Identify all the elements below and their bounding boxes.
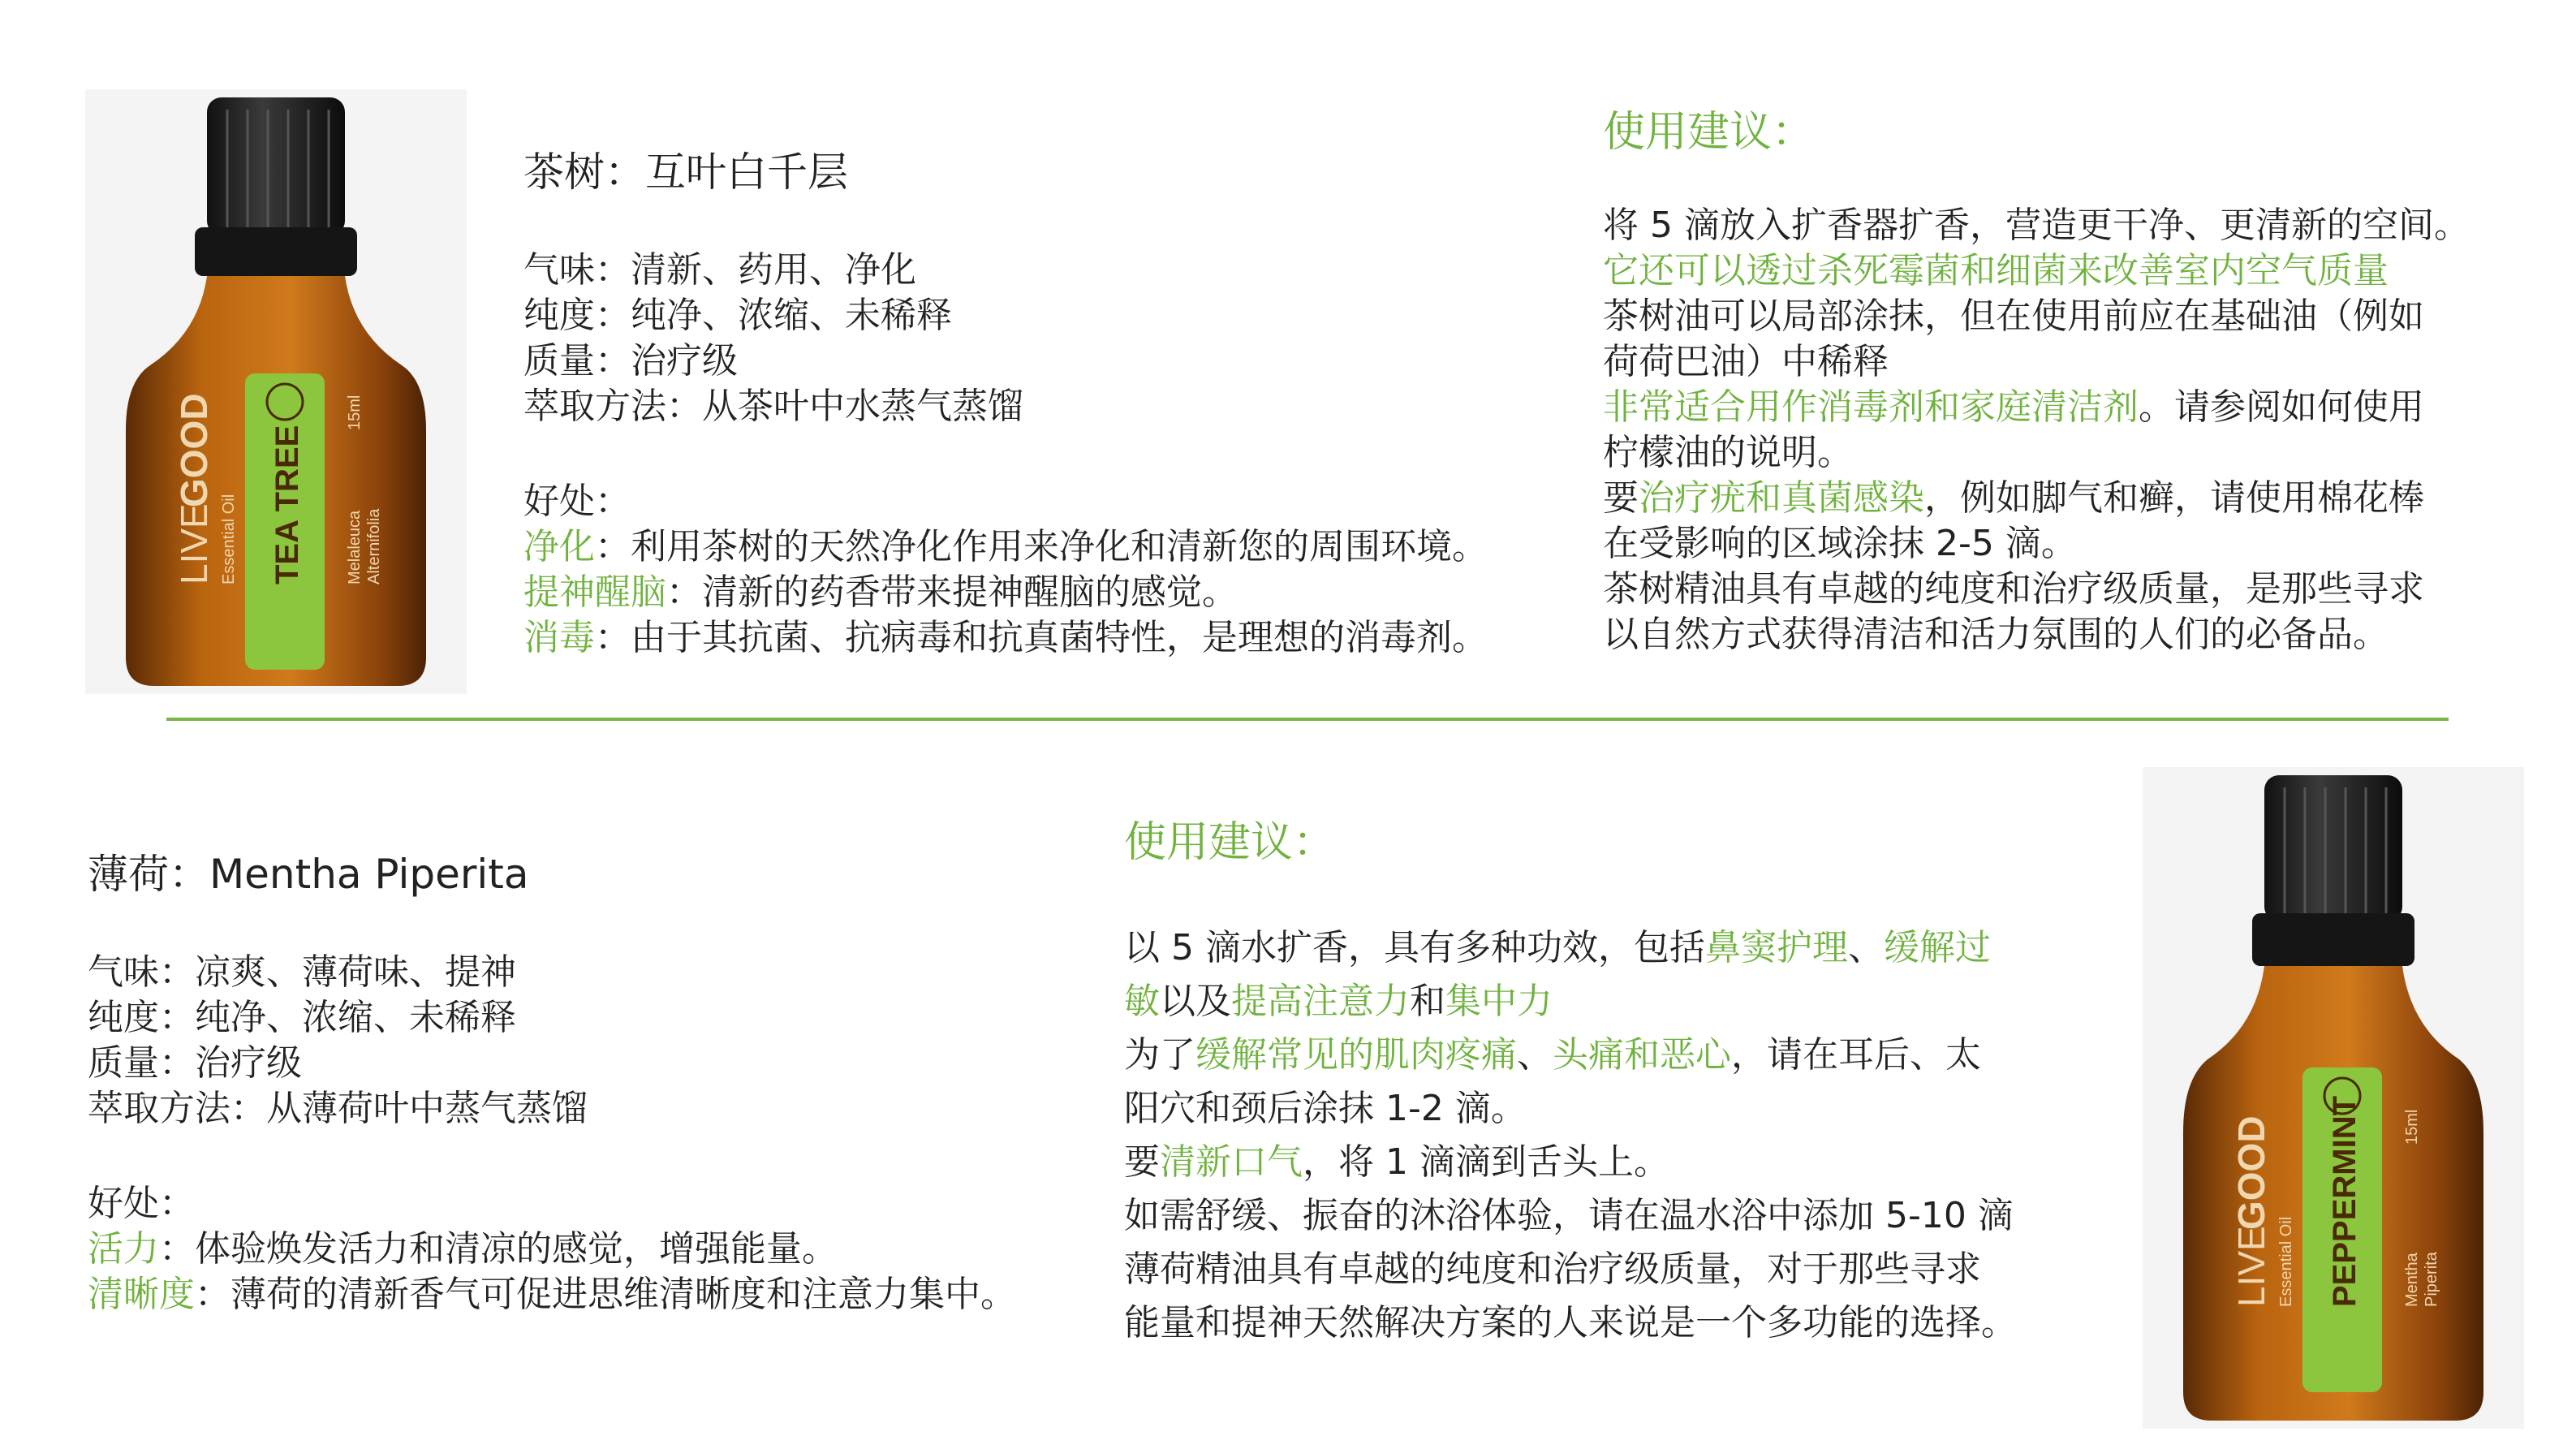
bottle-volume: 15ml <box>2403 1109 2421 1145</box>
usage-highlight: 治疗疣和真菌感染 <box>1639 477 1924 519</box>
tea-tree-usage <box>1603 203 2470 658</box>
attribute-line: 质量：治疗级 <box>523 340 738 382</box>
peppermint-usage <box>1124 921 2017 1350</box>
tea-tree-bottle-image <box>85 89 467 694</box>
attribute-line: 萃取方法：从薄荷叶中蒸气蒸馏 <box>88 1088 588 1129</box>
usage-line <box>1124 1136 2017 1189</box>
usage-highlight: 头痛和恶心 <box>1553 1034 1731 1076</box>
usage-line <box>1124 975 2017 1029</box>
benefit-text: ：体验焕发活力和清凉的感觉，增强能量。 <box>159 1228 838 1270</box>
benefits-label: 好处： <box>523 481 631 522</box>
usage-line: 将 5 滴放入扩香器扩香，营造更干净、更清新的空间。 <box>1603 205 2470 246</box>
benefit-term: 消毒 <box>523 617 595 658</box>
bottle-product-name: TEA TREE <box>269 425 305 584</box>
bottle-brand-good: GOOD <box>2230 1115 2272 1230</box>
usage-text: 要 <box>1124 1141 1160 1183</box>
benefit-text: ：薄荷的清新香气可促进思维清晰度和注意力集中。 <box>195 1274 1016 1315</box>
peppermint-benefits <box>88 1181 1016 1317</box>
usage-text: 以及 <box>1160 981 1231 1022</box>
benefit-item <box>523 524 1488 570</box>
usage-line: 它还可以透过杀死霉菌和细菌来改善室内空气质量 <box>1603 250 2389 291</box>
bottle-latin-name-1: Melaleuca <box>346 510 364 584</box>
bottle-brand-good: GOOD <box>173 393 215 507</box>
peppermint-title: 薄荷：Mentha Piperita <box>88 851 529 898</box>
benefit-text: ：利用茶树的天然净化作用来净化和清新您的周围环境。 <box>595 526 1488 567</box>
tea-tree-benefits <box>523 479 1488 661</box>
peppermint-usage-heading: 使用建议： <box>1124 818 1336 867</box>
tea-tree-attributes <box>523 248 1023 429</box>
bottle-latin-name-2: Piperita <box>2423 1252 2440 1307</box>
usage-text: 为了 <box>1124 1034 1195 1076</box>
usage-line: 如需舒缓、振奋的沐浴体验，请在温水浴中添加 5-10 滴 <box>1124 1195 2014 1236</box>
bottle-volume: 15ml <box>346 395 364 430</box>
usage-line: 荷荷巴油）中稀释 <box>1603 341 1889 382</box>
attribute-line: 萃取方法：从茶叶中水蒸气蒸馏 <box>523 386 1023 427</box>
benefit-term: 清晰度 <box>88 1274 195 1315</box>
benefits-label: 好处： <box>88 1183 195 1224</box>
section-divider <box>166 718 2449 721</box>
usage-text: 、 <box>1517 1034 1553 1076</box>
usage-line: 能量和提神天然解决方案的人来说是一个多功能的选择。 <box>1124 1302 2017 1343</box>
attribute-line: 纯度：纯净、浓缩、未稀释 <box>88 997 516 1038</box>
usage-line <box>1603 385 2470 430</box>
bottle-latin-name-2: Alternifolia <box>365 508 383 584</box>
attribute-line: 气味：凉爽、薄荷味、提神 <box>88 951 516 993</box>
usage-text: 。请参阅如何使用 <box>2139 386 2424 428</box>
benefit-item <box>523 615 1488 661</box>
benefit-item <box>523 570 1488 615</box>
usage-highlight: 缓解常见的肌肉疼痛 <box>1195 1034 1517 1076</box>
usage-text: ，例如脚气和癣，请使用棉花棒 <box>1924 477 2424 519</box>
usage-line: 茶树精油具有卓越的纯度和治疗级质量，是那些寻求 <box>1603 568 2424 610</box>
usage-highlight: 鼻窦护理 <box>1704 927 1848 968</box>
usage-text: 、 <box>1847 927 1884 968</box>
tea-tree-title: 茶树：互叶白千层 <box>523 149 848 196</box>
benefit-item <box>88 1227 1016 1272</box>
usage-text: 要 <box>1603 477 1639 519</box>
usage-line <box>1603 476 2470 521</box>
benefit-text: ：清新的药香带来提神醒脑的感觉。 <box>666 571 1238 613</box>
usage-text: ，将 1 滴滴到舌头上。 <box>1303 1141 1669 1183</box>
usage-highlight: 清新口气 <box>1160 1141 1303 1183</box>
usage-highlight: 缓解过 <box>1883 927 1991 968</box>
usage-highlight: 非常适合用作消毒剂和家庭清洁剂 <box>1603 386 2139 428</box>
usage-highlight: 集中力 <box>1445 981 1553 1022</box>
usage-highlight: 敏 <box>1124 981 1160 1022</box>
bottle-essential-oil: Essential Oil <box>220 494 238 584</box>
tea-tree-usage-heading: 使用建议： <box>1603 108 1815 157</box>
usage-line: 柠檬油的说明。 <box>1603 432 1853 473</box>
bottle-brand-live: LIVE <box>2230 1226 2272 1307</box>
bottle-essential-oil: Essential Oil <box>2277 1216 2295 1307</box>
bottle-product-name: PEPPERMINT <box>2327 1095 2363 1307</box>
peppermint-bottle-image <box>2143 767 2524 1429</box>
peppermint-attributes <box>88 950 588 1132</box>
usage-line: 薄荷精油具有卓越的纯度和治疗级质量，对于那些寻求 <box>1124 1248 1981 1290</box>
usage-line: 在受影响的区域涂抹 2-5 滴。 <box>1603 523 2077 564</box>
usage-highlight: 提高注意力 <box>1231 981 1410 1022</box>
attribute-line: 气味：清新、药用、净化 <box>523 249 916 291</box>
usage-line <box>1124 921 2017 975</box>
bottle-brand-live: LIVE <box>173 503 215 584</box>
usage-text: ，请在耳后、太 <box>1731 1034 1981 1076</box>
usage-text: 和 <box>1410 981 1445 1022</box>
attribute-line: 质量：治疗级 <box>88 1042 302 1084</box>
bottle-latin-name-1: Mentha <box>2403 1253 2421 1307</box>
usage-line <box>1124 1029 2017 1082</box>
usage-text: 以 5 滴水扩香，具有多种功效，包括 <box>1124 927 1705 968</box>
usage-line: 以自然方式获得清洁和活力氛围的人们的必备品。 <box>1603 614 2389 655</box>
benefit-term: 活力 <box>88 1228 159 1270</box>
benefit-term: 净化 <box>523 526 595 567</box>
usage-line: 阳穴和颈后涂抹 1-2 滴。 <box>1124 1088 1527 1129</box>
benefit-item <box>88 1272 1016 1317</box>
benefit-term: 提神醒脑 <box>523 571 666 613</box>
attribute-line: 纯度：纯净、浓缩、未稀释 <box>523 295 952 336</box>
benefit-text: ：由于其抗菌、抗病毒和抗真菌特性，是理想的消毒剂。 <box>595 617 1488 658</box>
usage-line: 茶树油可以局部涂抹，但在使用前应在基础油（例如 <box>1603 295 2424 337</box>
